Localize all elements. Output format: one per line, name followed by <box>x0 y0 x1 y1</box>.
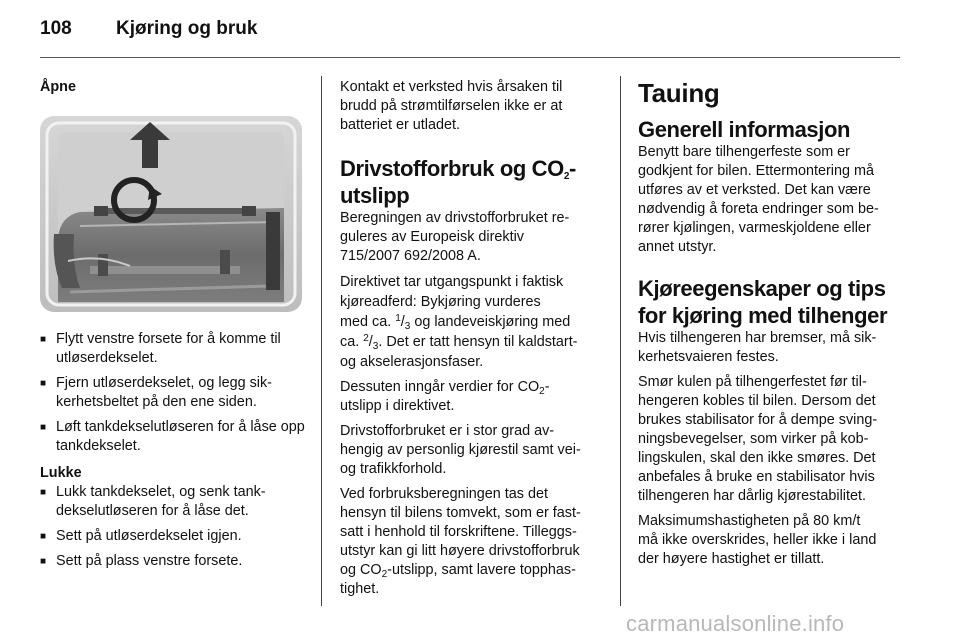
intro-paragraph: Kontakt et verksted hvis årsaken til brudd på strømtilførselen ikke er at batteriet er utladet. <box>340 79 563 133</box>
fuel-door-illustration <box>40 116 302 312</box>
header-rule <box>40 57 900 58</box>
list-item: ■ Lukk tankdekselet, og senk tank-dekselutløseren for å låse det. <box>40 483 308 521</box>
page-title: Kjøring og bruk <box>116 18 258 39</box>
driving-conditions-paragraph: Direktivet tar utgangspunkt i faktisk kjøreadferd: Bykjøring vurderes med ca. $^1/_3$ og landeveiskjøring med ca. $^2/_3$. Det er tatt hensyn til kaldstart- og akselerasjonsfaser. <box>340 274 578 370</box>
column-2 <box>340 78 606 599</box>
list-item: ■ Flytt venstre forsete for å komme til utløserdekselet. <box>40 330 308 368</box>
list-item: ■ Sett på plass venstre forsete. <box>40 552 308 571</box>
coupling-ball-paragraph: Smør kulen på tilhengerfestet før til- hengeren kobles til bilen. Dersom det brukes stabilisator for å dempe sving- ningsbevegelser, som virker på kob- lingskulen, skal den ikke smøres. Det anbefales å bruke en stabilisator hvis tilhengeren har dårlig kjørestabilitet. <box>638 374 878 504</box>
close-steps-list <box>40 483 308 571</box>
regulation-paragraph: Beregningen av drivstofforbruket re- guleres av Europeisk direktiv 715/2007 692/2008 A. <box>340 210 570 264</box>
column-divider-1 <box>321 76 322 606</box>
column-3 <box>638 78 904 569</box>
co2-paragraph: Dessuten inngår verdier for $CO_2-$ utslipp i direktivet. <box>340 379 550 414</box>
list-item: ■ Fjern utløserdekselet, og legg sik-kerhetsbeltet på den ene siden. <box>40 374 308 412</box>
open-steps-list <box>40 330 308 456</box>
list-item: ■ Løft tankdekselutløseren for å låse opp tankdekselet. <box>40 418 308 456</box>
close-heading: Lukke <box>40 465 82 481</box>
column-divider-2 <box>620 76 621 606</box>
trailer-driving-heading: Kjøreegenskaper og tips for kjøring med tilhenger <box>638 276 888 328</box>
column-1 <box>40 78 308 97</box>
watermark: carmanualsonline.info <box>626 611 845 636</box>
driving-style-paragraph: Drivstofforbruket er i stor grad av- hengig av personlig kjørestil samt vei- og trafikkforhold. <box>340 423 581 477</box>
curb-weight-paragraph: Ved forbruksberegningen tas det hensyn til bilens tomvekt, som er fast- satt i henhold til forskriftene. Tilleggs- utstyr kan gi litt høyere drivstofforbruk og $CO_2$-utslipp, samt lavere topphas- tighet. <box>340 486 581 597</box>
general-info-paragraph: Benytt bare tilhengerfeste som er godkjent for bilen. Ettermontering må utføres av et verksted. Det kan være nødvendig å foreta endringer som be- rører kjølingen, varmeskjoldene eller annet utstyr. <box>638 144 879 255</box>
max-speed-paragraph: Maksimumshastigheten på 80 km/t må ikke overskrides, heller ikke i land der høyere hastighet er tillatt. <box>638 513 877 567</box>
fuel-consumption-heading: Drivstofforbruk og $CO_2-$ utslipp <box>340 156 576 208</box>
page-number: 108 <box>40 18 72 39</box>
list-item: ■ Sett på utløserdekselet igjen. <box>40 527 308 546</box>
open-heading: Åpne <box>40 79 76 95</box>
general-info-heading: Generell informasjon <box>638 117 851 142</box>
column-1-steps <box>40 330 308 577</box>
trailer-brakes-paragraph: Hvis tilhengeren har bremser, må sik- kerhetsvaieren festes. <box>638 330 877 365</box>
towing-heading: Tauing <box>638 78 720 108</box>
